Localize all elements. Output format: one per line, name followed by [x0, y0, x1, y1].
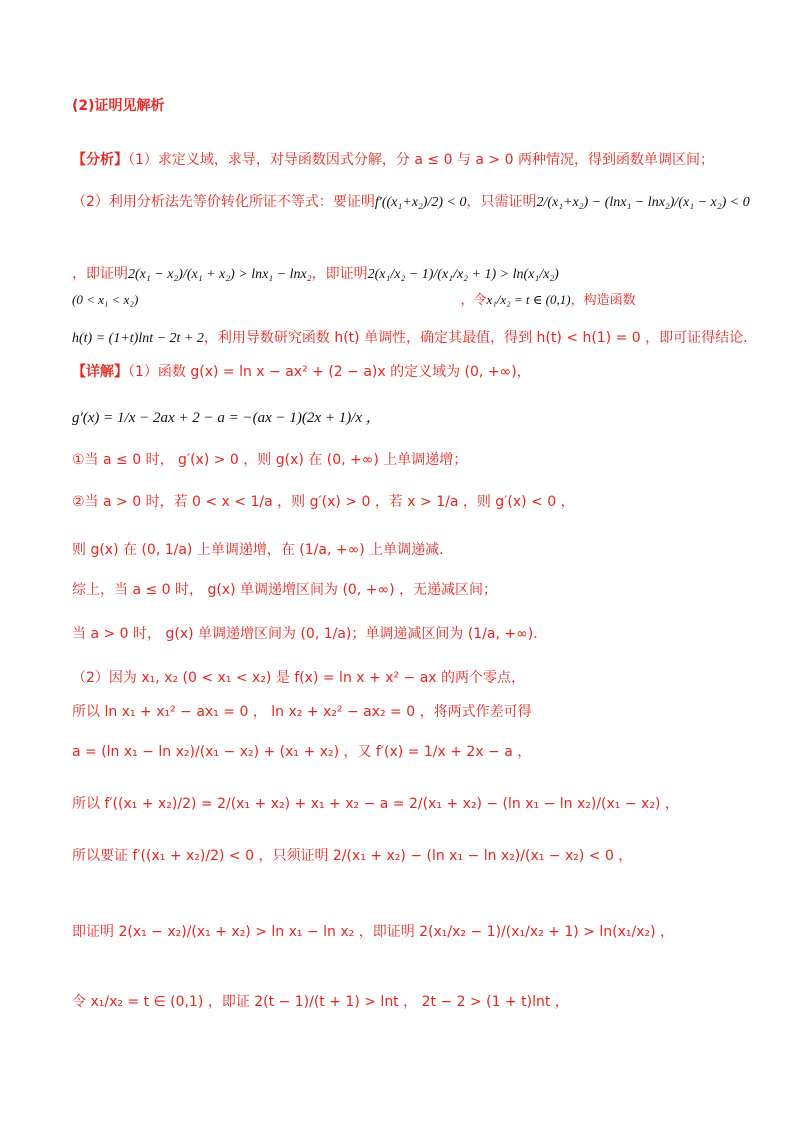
math-f-prime-mean: f′((x₁+x₂)/2) < 0 — [374, 195, 467, 210]
detail-line-4: ②当 a > 0 时，若 0 < x < 1/a ，则 g′(x) > 0 ，若 x > 1/a ，则 g′(x) < 0 ， — [72, 494, 575, 510]
detail-line-5: 则 g(x) 在 (0, 1/a) 上单调递增，在 (1/a, +∞) 上单调递减. — [72, 542, 444, 558]
analysis-line-3 — [72, 264, 559, 285]
analysis-text-3d: ，构造函数 — [570, 293, 636, 308]
math-substitution: x₁/x₂ = t ∈ (0,1) — [486, 292, 571, 307]
analysis-text-1: （1）求定义域，求导，对导函数因式分解，分 a ≤ 0 与 a > 0 两种情况，得到函数单调区间； — [128, 152, 714, 168]
detail-line-12: 所以要证 f′((x₁ + x₂)/2) < 0 ，只须证明 2/(x₁ + x₂) − (ln x₁ − ln x₂)/(x₁ − x₂) < 0 ， — [72, 848, 633, 864]
analysis-text-2: （2）利用分析法先等价转化所证不等式：要证明 — [72, 194, 375, 210]
detail-line-1 — [72, 362, 531, 382]
detail-line-3: ①当 a ≤ 0 时， g′(x) > 0 ，则 g(x) 在 (0, +∞) 上单调递增； — [72, 452, 468, 468]
analysis-text-3a: ，即证明 — [72, 266, 128, 282]
detail-line-6: 综上，当 a ≤ 0 时， g(x) 单调递增区间为 (0, +∞) ，无递减区间； — [72, 582, 498, 598]
analysis-line-4 — [72, 328, 748, 349]
analysis-line-1 — [72, 150, 714, 170]
analysis-tag: 【分析】 — [72, 152, 128, 168]
detail-line-13: 即证明 2(x₁ − x₂)/(x₁ + x₂) > ln x₁ − ln x₂ ，即证明 2(x₁/x₂ − 1)/(x₁/x₂ + 1) > ln(x₁/x₂) ， — [72, 924, 675, 940]
detail-line-9: 所以 ln x₁ + x₁² − ax₁ = 0 ， ln x₂ + x₂² − ax₂ = 0 ，将两式作差可得 — [72, 704, 532, 720]
detail-text-1: （1）函数 g(x) = ln x − ax² + (2 − a)x 的定义域为 (0, +∞)， — [128, 364, 531, 380]
analysis-text-3c: ，令 — [460, 293, 487, 308]
math-target-ineq: 2/(x₁+x₂) − (lnx₁ − lnx₂)/(x₁ − x₂) < 0 — [536, 195, 750, 210]
math-condition: (0 < x₁ < x₂) — [72, 292, 139, 307]
analysis-text-2b: ，只需证明 — [466, 194, 537, 210]
detail-line-14: 令 x₁/x₂ = t ∈ (0,1) ，即证 2(t − 1)/(t + 1) > lnt ， 2t − 2 > (1 + t)lnt ， — [72, 994, 569, 1010]
analysis-line-2 — [72, 192, 750, 213]
section-heading: (2)证明见解析 — [72, 98, 165, 114]
analysis-text-3b: ，即证明 — [311, 266, 368, 282]
math-ineq-2: 2(x₁/x₂ − 1)/(x₁/x₂ + 1) > ln(x₁/x₂) — [367, 267, 559, 282]
detail-line-10: a = (ln x₁ − ln x₂)/(x₁ − x₂) + (x₁ + x₂) ，又 f′(x) = 1/x + 2x − a ， — [72, 744, 532, 760]
detail-line-8: （2）因为 x₁, x₂ (0 < x₁ < x₂) 是 f(x) = ln x + x² − ax 的两个零点， — [72, 670, 526, 686]
analysis-text-4: ，利用导数研究函数 h(t) 单调性，确定其最值，得到 h(t) < h(1) = 0 ，即可证得结论. — [203, 330, 748, 346]
math-ineq-1: 2(x₁ − x₂)/(x₁ + x₂) > lnx₁ − lnx₂ — [128, 267, 312, 282]
detail-line-7: 当 a > 0 时， g(x) 单调递增区间为 (0, 1/a)；单调递减区间为 (1/a, +∞). — [72, 626, 538, 642]
math-h-function: h(t) = (1+t)lnt − 2t + 2 — [72, 331, 204, 346]
detail-line-2: g′(x) = 1/x − 2ax + 2 − a = −(ax − 1)(2x + 1)/x ， — [72, 410, 381, 426]
detail-line-11: 所以 f′((x₁ + x₂)/2) = 2/(x₁ + x₂) + x₁ + x₂ − a = 2/(x₁ + x₂) − (ln x₁ − ln x₂)/(x₁ − x₂) ， — [72, 796, 679, 812]
detail-tag: 【详解】 — [72, 364, 128, 380]
analysis-line-3-sub — [72, 290, 636, 311]
